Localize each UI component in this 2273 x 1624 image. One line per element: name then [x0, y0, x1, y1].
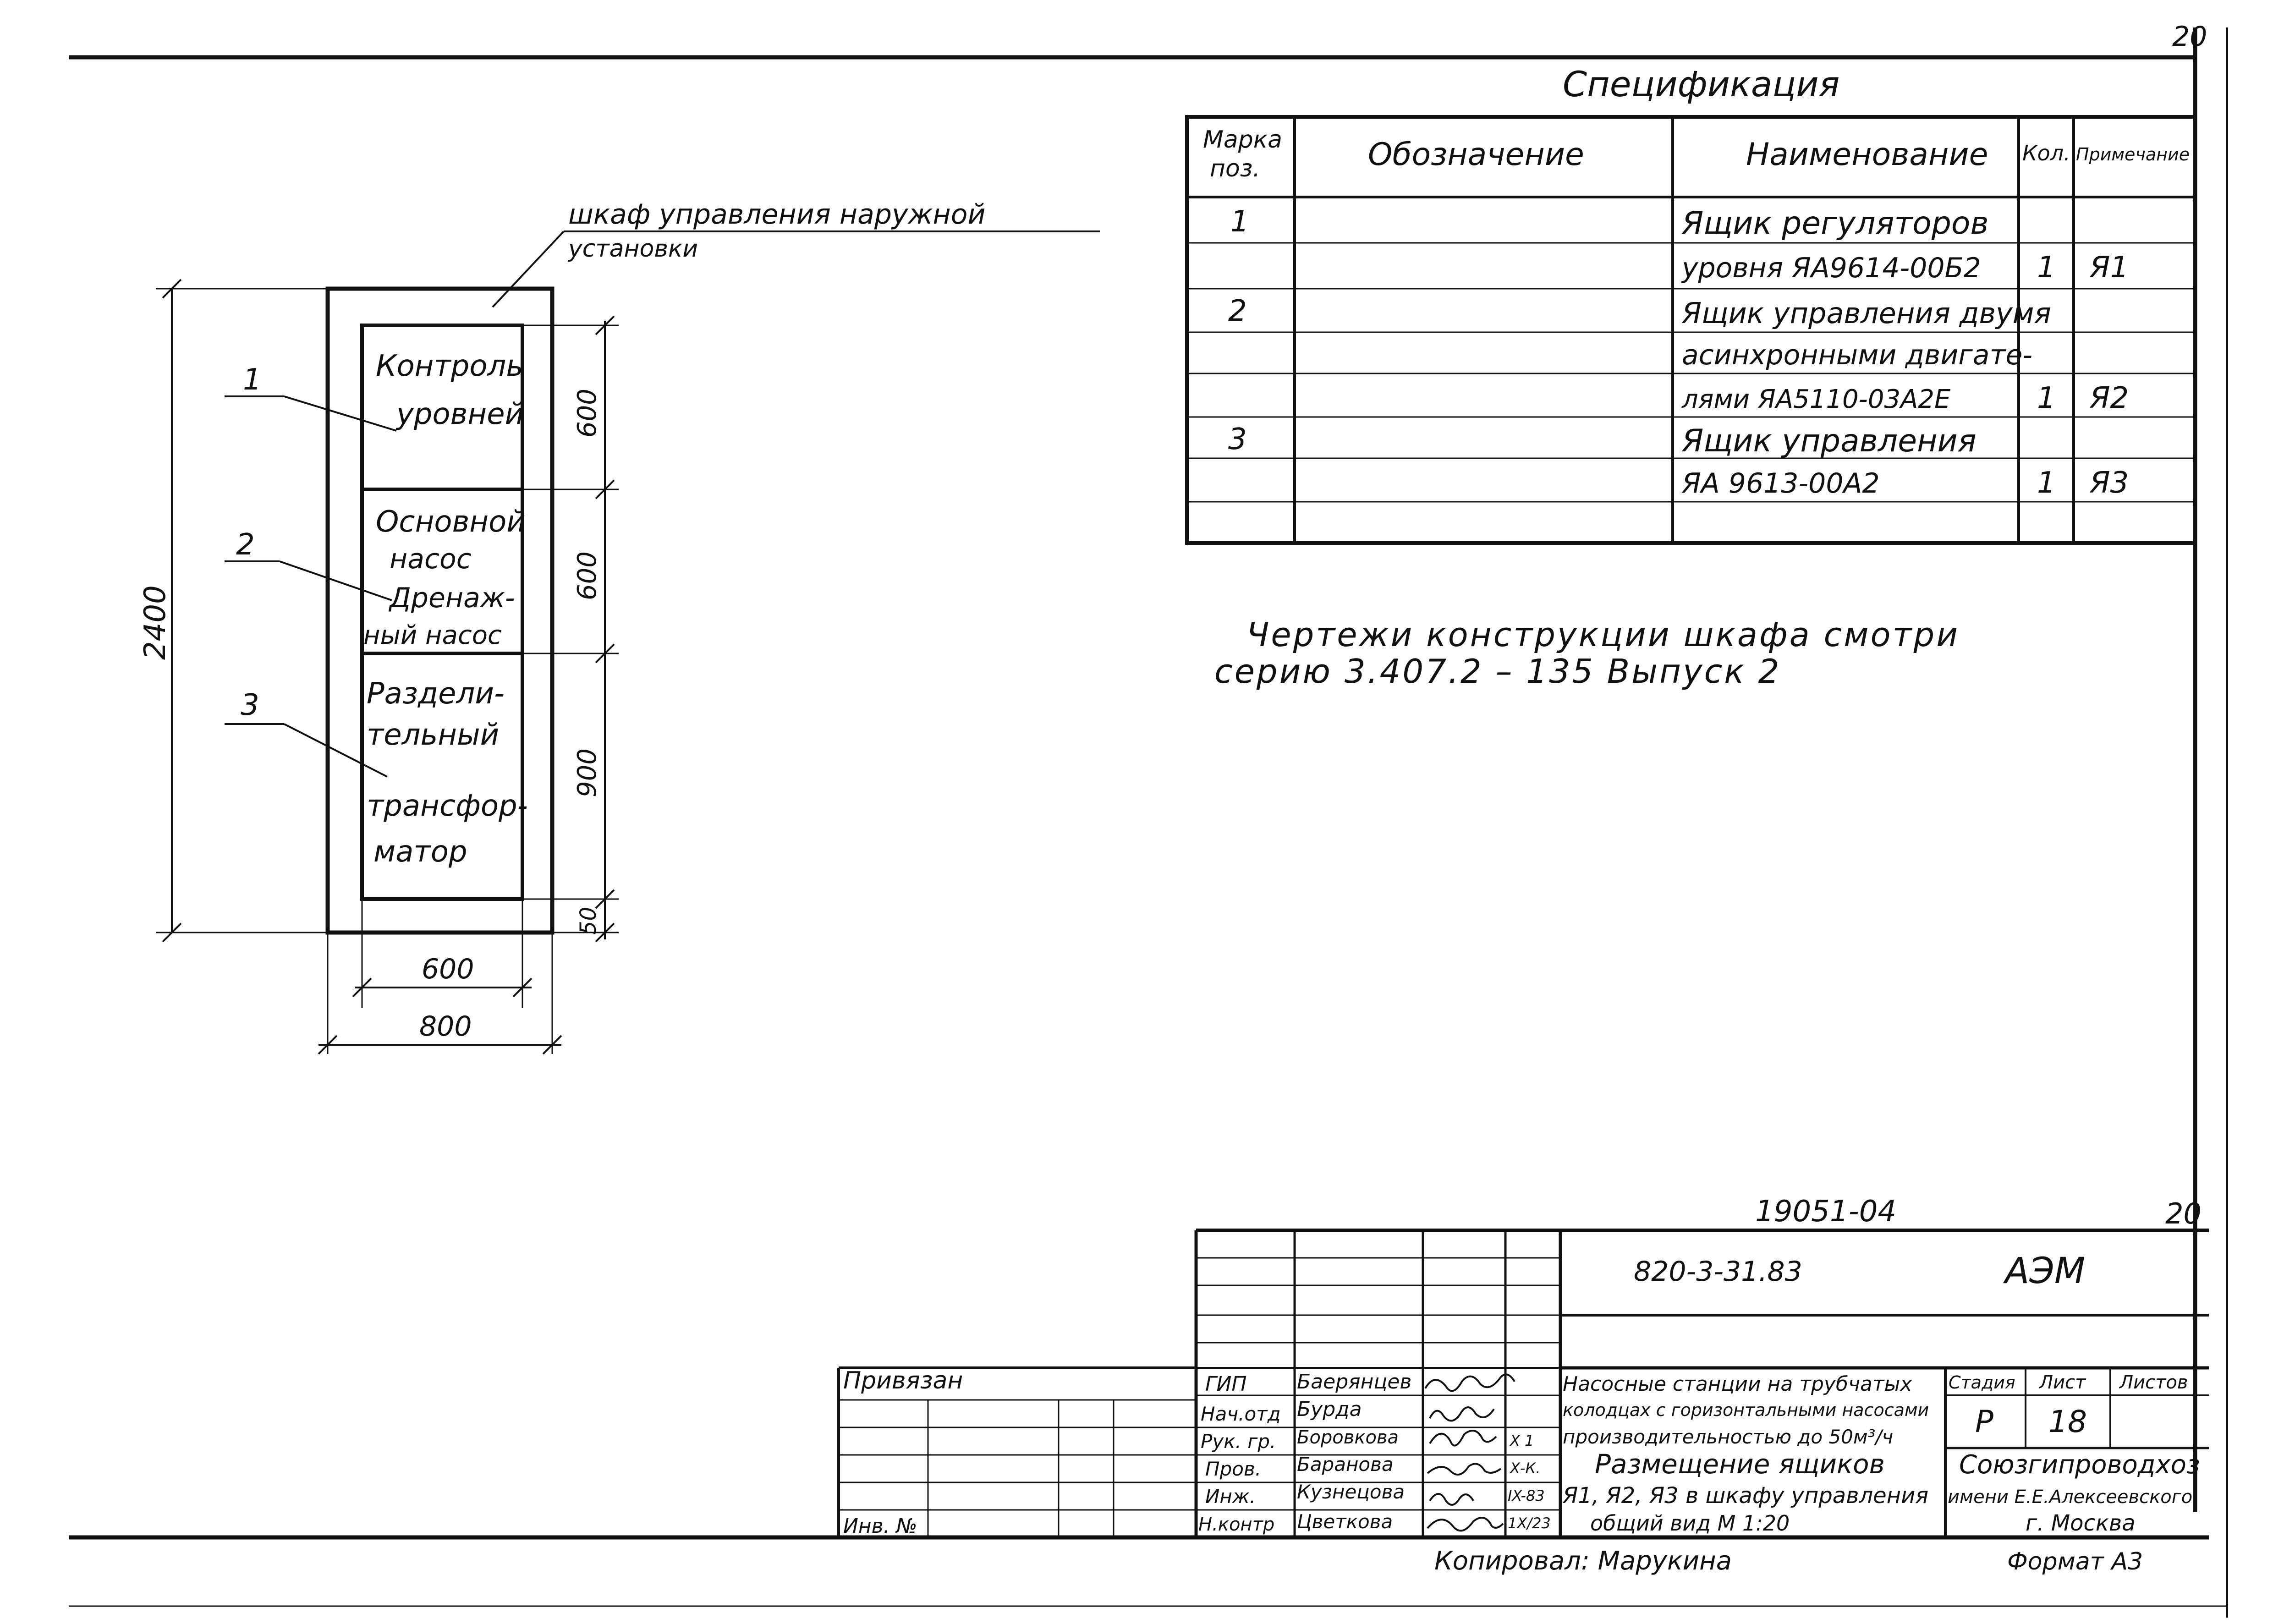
- copied-by: Копировал: Марукина: [1434, 1546, 1732, 1576]
- dim-h1: 600: [572, 389, 602, 438]
- section2-line2: насос: [390, 543, 472, 575]
- callout-3: 3: [241, 688, 259, 722]
- name-3: Баранова: [1297, 1453, 1394, 1476]
- name-1: Бурда: [1297, 1398, 1362, 1421]
- dim-outer-width: 800: [419, 1010, 472, 1042]
- spec-row-5-name: лями ЯА5110-03А2Е: [1682, 384, 1951, 414]
- spec-row-5-qty: 1: [2037, 381, 2056, 415]
- note-line1: Чертежи конструкции шкафа смотри: [1246, 615, 1960, 654]
- role-0: ГИП: [1205, 1372, 1247, 1396]
- spec-row-1: [1230, 205, 1989, 241]
- inv-label: Инв. №: [843, 1514, 917, 1538]
- spec-row-5: [1681, 381, 2129, 415]
- org-line1: Союзгипроводхоз: [1959, 1450, 2200, 1480]
- sheet-value: 18: [2048, 1404, 2087, 1439]
- spec-row-2-note: Я1: [2090, 251, 2129, 285]
- callout-1: 1: [243, 363, 262, 397]
- spec-row-7-qty: 1: [2037, 466, 2056, 500]
- project-line2: колодцах с горизонтальными насосами: [1563, 1400, 1929, 1420]
- org-line2: имени Е.Е.Алексеевского: [1948, 1487, 2193, 1508]
- spec-row-4-name: асинхронными двигате-: [1682, 339, 2033, 371]
- cabinet-label-line2: установки: [568, 235, 698, 263]
- spec-row-1-name: Ящик регуляторов: [1682, 205, 1989, 241]
- spec-row-6-mark: 3: [1228, 422, 1247, 456]
- dim-total-height: 2400: [138, 585, 172, 660]
- spec-row-7-name: ЯА 9613-00А2: [1682, 467, 1880, 499]
- project-line1: Насосные станции на трубчатых: [1563, 1372, 1912, 1396]
- spec-row-6-name: Ящик управления: [1682, 423, 1977, 459]
- signatures: [1425, 1374, 1515, 1531]
- dim-h4: 50: [576, 906, 601, 935]
- specification-table: [1187, 64, 2195, 543]
- callout-2: 2: [236, 528, 255, 562]
- section3-line2: тельный: [367, 718, 500, 752]
- title-block: [839, 1195, 2209, 1538]
- date-3: Х-К.: [1510, 1459, 1541, 1477]
- sheets-label: Листов: [2119, 1372, 2188, 1393]
- section1-line1: Контроль: [376, 349, 524, 383]
- spec-row-3-mark: 2: [1228, 294, 1247, 328]
- spec-row-3-name: Ящик управления двумя: [1682, 296, 2051, 330]
- section2-line3: Дренаж-: [390, 582, 515, 614]
- drawing-line2: Я1, Я2, Я3 в шкафу управления: [1563, 1483, 1929, 1509]
- spec-row-4: [1682, 339, 2032, 371]
- date-2: Х 1: [1510, 1432, 1534, 1449]
- section3-line3: трансфор-: [367, 789, 528, 823]
- spec-row-7: [1681, 466, 2129, 500]
- spec-header-mark-line2: поз.: [1210, 155, 1260, 182]
- section3-line4: матор: [373, 835, 467, 869]
- spec-row-3: [1228, 294, 2051, 330]
- note-line2: серию 3.407.2 – 135 Выпуск 2: [1214, 652, 1781, 691]
- spec-row-2-qty: 1: [2037, 251, 2056, 285]
- dim-inner-width: 600: [422, 953, 474, 985]
- spec-header-note: Примечание: [2076, 144, 2190, 165]
- role-4: Инж.: [1205, 1485, 1256, 1508]
- date-5: 1Х/23: [1508, 1514, 1551, 1532]
- name-5: Цветкова: [1297, 1510, 1393, 1533]
- name-4: Кузнецова: [1297, 1481, 1405, 1503]
- section2-line1: Основной: [376, 505, 526, 539]
- spec-row-7-note: Я3: [2090, 466, 2129, 500]
- dim-h3: 900: [572, 748, 602, 797]
- spec-row-2-name: уровня ЯА9614-00Б2: [1682, 252, 1981, 284]
- spec-header-designation: Обозначение: [1368, 137, 1584, 173]
- spec-title: Спецификация: [1563, 64, 1840, 104]
- org-code: АЭМ: [2005, 1251, 2086, 1292]
- date-4: IX-83: [1508, 1487, 1545, 1504]
- spec-header-mark-line1: Марка: [1203, 126, 1283, 154]
- section3-line1: Раздели-: [367, 677, 505, 711]
- top-code: 19051-04: [1755, 1195, 1897, 1229]
- org-line3: г. Москва: [2026, 1510, 2136, 1536]
- spec-row-1-mark: 1: [1230, 205, 1249, 239]
- corner-page-number: 20: [2172, 21, 2207, 53]
- name-0: Баерянцев: [1297, 1370, 1412, 1394]
- drawing-line1: Размещение ящиков: [1595, 1448, 1885, 1480]
- spec-header-name: Наименование: [1746, 137, 1988, 173]
- drawing-line3: общий вид М 1:20: [1590, 1511, 1790, 1536]
- spec-row-2: [1681, 251, 2129, 285]
- role-2: Рук. гр.: [1201, 1430, 1276, 1453]
- role-3: Пров.: [1205, 1458, 1262, 1480]
- role-5: Н.контр: [1198, 1514, 1275, 1535]
- sheet-corner-number: 20: [2165, 1197, 2202, 1230]
- stage-value: Р: [1975, 1404, 1993, 1439]
- spec-row-6: [1228, 422, 1977, 459]
- section1-line2: уровней: [396, 397, 524, 431]
- privyazan-label: Привязан: [843, 1367, 963, 1394]
- cabinet-label-line1: шкаф управления наружной: [568, 198, 986, 230]
- sheet-label: Лист: [2039, 1372, 2086, 1393]
- role-1: Нач.отд: [1201, 1403, 1281, 1425]
- format-label: Формат А3: [2007, 1548, 2143, 1575]
- dim-h2: 600: [572, 551, 602, 600]
- spec-row-5-note: Я2: [2090, 381, 2129, 415]
- stage-label: Стадия: [1949, 1372, 2015, 1393]
- project-line3: производительностью до 50м³/ч: [1563, 1426, 1894, 1448]
- spec-header-qty: Кол.: [2022, 141, 2070, 165]
- cabinet-drawing: [138, 198, 1100, 1054]
- doc-number: 820-3-31.83: [1634, 1256, 1802, 1288]
- name-2: Боровкова: [1297, 1427, 1399, 1448]
- section2-line4: ный насос: [363, 620, 502, 650]
